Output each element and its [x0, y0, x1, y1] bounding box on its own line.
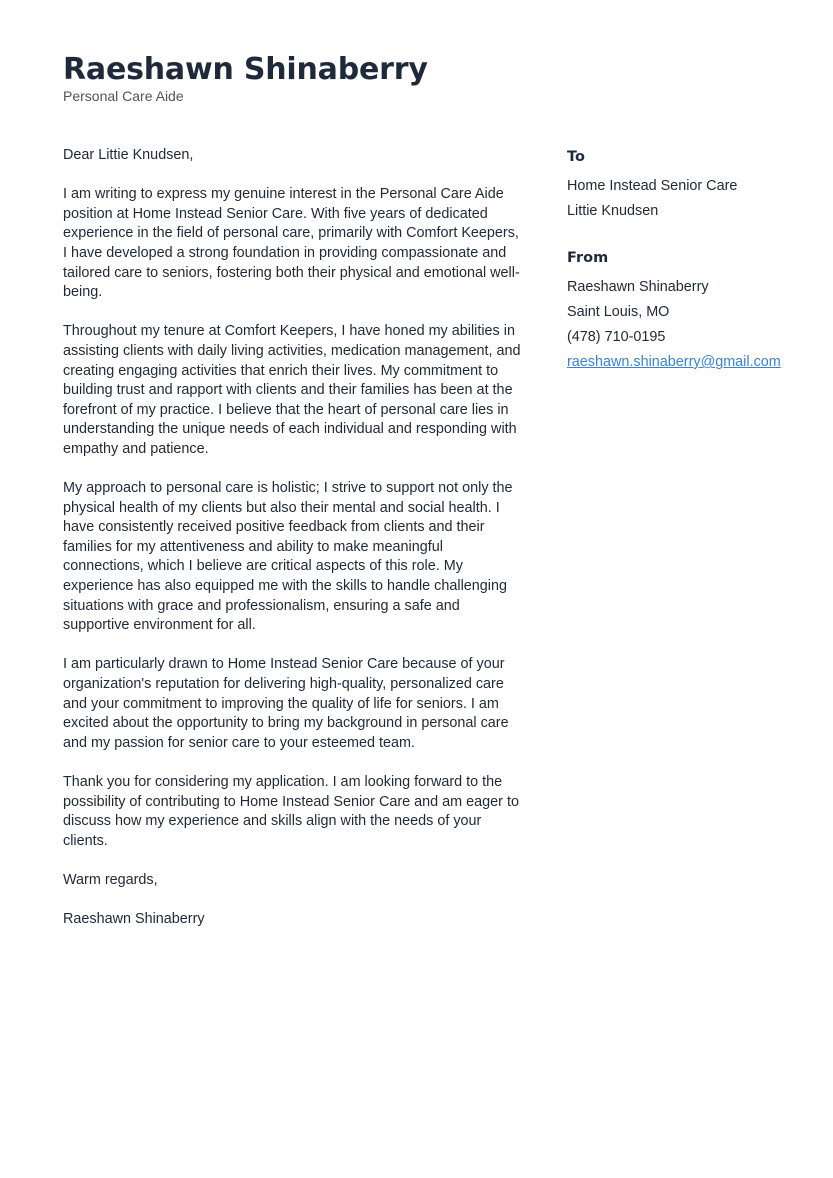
- to-heading: To: [567, 149, 585, 165]
- applicant-name: Raeshawn Shinaberry: [63, 52, 428, 87]
- sender-section: [567, 247, 807, 375]
- letter-paragraph: I am writing to express my genuine interest in the Personal Care Aide position at Home Instead Senior Care. With five years of dedicated experience in the field of personal care, primarily with Comfort Keepers, I have developed a strong foundation in providing compassionate and tailored care to seniors, fostering both their physical and emotional well-being.: [63, 186, 520, 301]
- sender-phone: (478) 710-0195: [567, 329, 666, 345]
- contact-sidebar: [567, 146, 807, 375]
- letter-paragraph: Throughout my tenure at Comfort Keepers, I have honed my abilities in assisting clients with daily living activities, medication management, and creating engaging activities that enrich their lives. My commitment to building trust and rapport with clients and their families has been at the forefront of my practice. I believe that the heart of personal care lies in understanding the unique needs of each individual and responding with empathy and patience.: [63, 323, 521, 457]
- letter-closing: Warm regards,: [63, 871, 158, 888]
- recipient-section: [567, 146, 807, 224]
- applicant-job-title: Personal Care Aide: [63, 88, 184, 104]
- letter-body: [63, 146, 521, 949]
- sender-email-link[interactable]: raeshawn.shinaberry@gmail.com: [567, 354, 781, 370]
- letter-salutation: Dear Littie Knudsen,: [63, 147, 194, 163]
- letter-paragraph: I am particularly drawn to Home Instead Senior Care because of your organization's reputation for delivering high-quality, personalized care and your commitment to improving the quality of life for seniors. I am excited about the opportunity to bring my background in personal care and my passion for senior care to your esteemed team.: [63, 656, 509, 751]
- sender-location: Saint Louis, MO: [567, 304, 670, 320]
- letter-signature: Raeshawn Shinaberry: [63, 911, 205, 928]
- sender-email-row: [567, 350, 807, 375]
- from-heading: From: [567, 250, 609, 266]
- letter-paragraph: Thank you for considering my application. I am looking forward to the possibility of contributing to Home Instead Senior Care and am eager to discuss how my experience and skills align with the needs of your clients.: [63, 774, 519, 849]
- recipient-name: Littie Knudsen: [567, 203, 659, 219]
- sender-name: Raeshawn Shinaberry: [567, 279, 709, 295]
- letter-paragraph: My approach to personal care is holistic; I strive to support not only the physical health of my clients but also their mental and social health. I have consistently received positive feedback from clients and their families for my attentiveness and ability to make meaningful connections, which I believe are critical aspects of this role. My experience has also equipped me with the skills to handle challenging situations with grace and professionalism, ensuring a safe and supportive environment for all.: [63, 480, 513, 634]
- recipient-company: Home Instead Senior Care: [567, 178, 738, 194]
